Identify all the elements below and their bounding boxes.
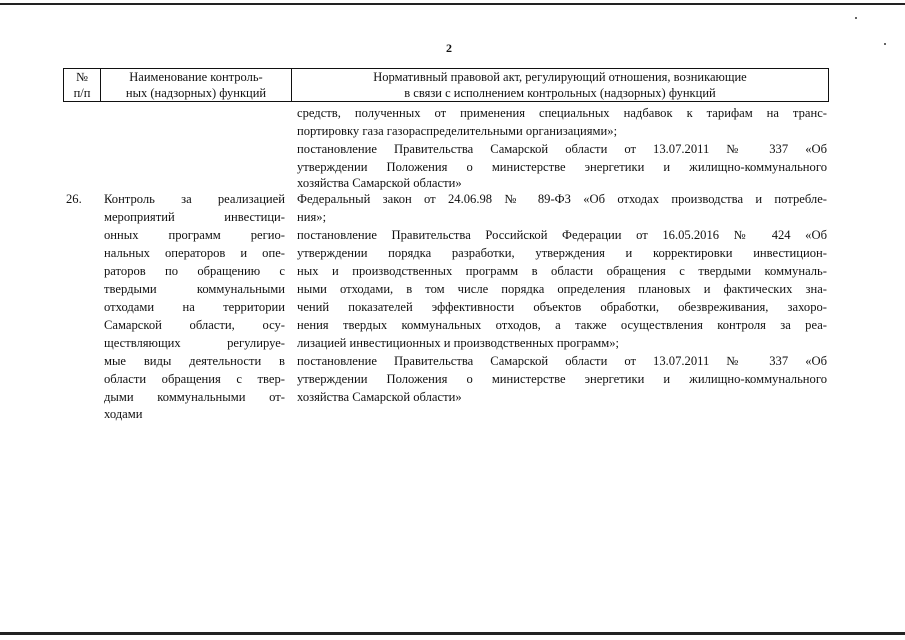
continuation-line: постановление Правительства Самарской области от 13.07.2011 № 337 «Об [297, 142, 827, 156]
header-col-function-name-line: Наименование контроль- [129, 70, 263, 84]
function-name-line: мые виды деятельности в [104, 354, 285, 368]
function-name-line: раторов по обращению с [104, 264, 285, 278]
legal-act-line: хозяйства Самарской области» [297, 390, 462, 404]
legal-act-line: чений показателей эффективности объектов обработки, обезвреживания, захоро- [297, 300, 827, 314]
function-name-line: твердыми коммунальными [104, 282, 285, 296]
function-name-line: ходами [104, 407, 143, 421]
top-scan-border [0, 3, 905, 5]
scan-speck [855, 17, 857, 19]
legal-act-line: лизацией инвестиционных и производственных программ»; [297, 336, 619, 350]
function-name-line: дыми коммунальными от- [104, 390, 285, 404]
function-name-line: онных программ регио- [104, 228, 285, 242]
function-name-line: нальных операторов и опе- [104, 246, 285, 260]
legal-act-line: постановление Правительства Российской Федерации от 16.05.2016 № 424 «Об [297, 228, 827, 242]
row-number: 26. [66, 192, 82, 206]
function-name-line: ществляющих регулируе- [104, 336, 285, 350]
header-col-number-line: п/п [73, 86, 91, 100]
function-name-line: отходами на территории [104, 300, 285, 314]
continuation-line: средств, полученных от применения специальных надбавок к тарифам на транс- [297, 106, 827, 120]
legal-act-line: ных и производственных программ в области обращения с твердыми коммуналь- [297, 264, 827, 278]
continuation-line: хозяйства Самарской области» [297, 176, 462, 190]
bottom-scan-border [0, 632, 905, 635]
header-col-legal-act-line: в связи с исполнением контрольных (надзорных) функций [404, 86, 716, 100]
legal-act-line: утверждении Положения о министерстве энергетики и жилищно-коммунального [297, 372, 827, 386]
function-name-line: Контроль за реализацией [104, 192, 285, 206]
header-col-function-name [101, 69, 292, 101]
header-col-number [64, 69, 101, 101]
legal-act-line: ния»; [297, 210, 327, 224]
function-name-line: мероприятий инвестици- [104, 210, 285, 224]
legal-act-line: ными отходами, в том числе порядка определения плановых и фактических зна- [297, 282, 827, 296]
function-name-line: Самарской области, осу- [104, 318, 285, 332]
header-col-legal-act [292, 69, 828, 101]
continuation-line: утверждении Положения о министерстве энергетики и жилищно-коммунального [297, 160, 827, 174]
page-number: 2 [446, 41, 452, 55]
continuation-line: портировку газа газораспределительными организациями»; [297, 124, 618, 138]
header-col-function-name-line: ных (надзорных) функций [125, 86, 267, 100]
scan-speck [884, 43, 886, 45]
header-col-legal-act-line: Нормативный правовой акт, регулирующий отношения, возникающие [373, 70, 747, 84]
legal-act-line: Федеральный закон от 24.06.98 № 89-ФЗ «Об отходах производства и потребле- [297, 192, 827, 206]
legal-act-line: утверждении порядка разработки, утверждения и корректировки инвестицион- [297, 246, 827, 260]
legal-act-line: нения твердых коммунальных отходов, а также осуществления контроля за реа- [297, 318, 827, 332]
table-header [63, 68, 829, 102]
function-name-line: области обращения с твер- [104, 372, 285, 386]
legal-act-line: постановление Правительства Самарской области от 13.07.2011 № 337 «Об [297, 354, 827, 368]
header-col-number-line: № [76, 70, 88, 84]
